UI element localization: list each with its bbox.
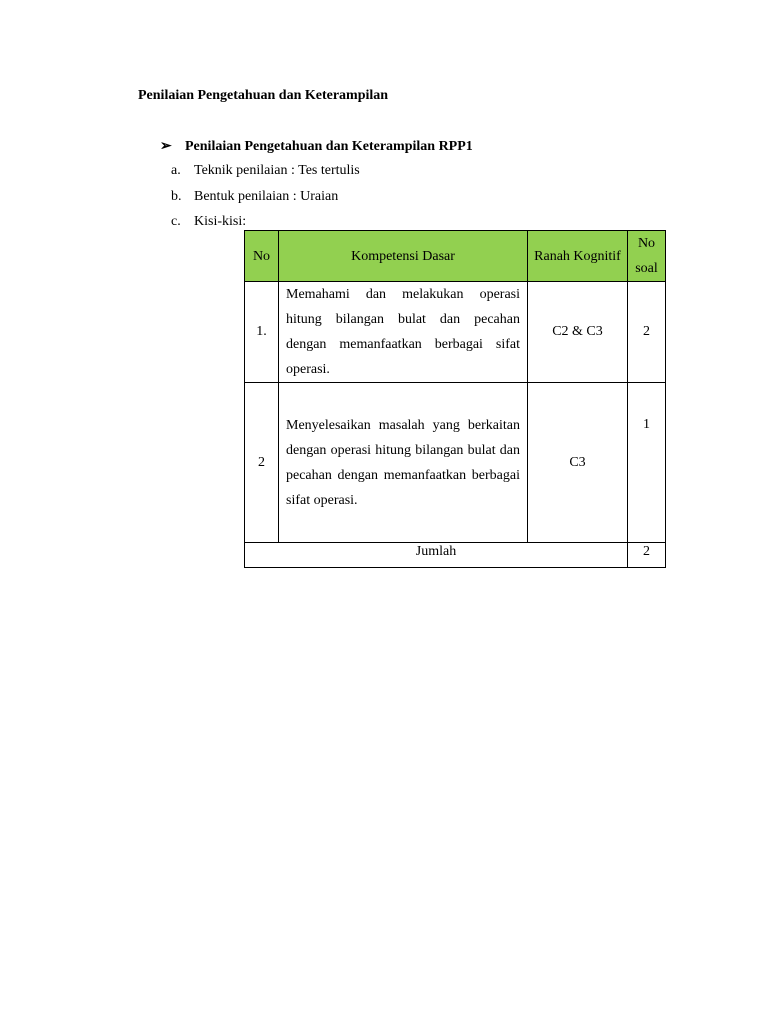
cell-total-label: Jumlah: [245, 543, 628, 568]
page-heading: Penilaian Pengetahuan dan Keterampilan: [138, 88, 389, 103]
table-row: [245, 383, 666, 543]
table-total-row: [245, 543, 666, 568]
cell-no: 1.: [245, 282, 279, 383]
list-item-text: Kisi-kisi:: [194, 214, 247, 229]
list-item: [171, 189, 338, 205]
header-ranah-kognitif: Ranah Kognitif: [528, 231, 628, 282]
cell-ranah-kognitif: C3: [528, 383, 628, 543]
table-row: [245, 282, 666, 383]
cell-no: 2: [245, 383, 279, 543]
list-item: [171, 163, 360, 179]
cell-ranah-kognitif: C2 & C3: [528, 282, 628, 383]
header-kompetensi-dasar: Kompetensi Dasar: [279, 231, 528, 282]
header-no-soal: No soal: [628, 231, 666, 282]
list-item-text: Teknik penilaian : Tes tertulis: [194, 163, 360, 178]
cell-no-soal: 1: [628, 383, 666, 543]
list-marker: b.: [171, 189, 182, 204]
table-header-row: [245, 231, 666, 282]
arrow-bullet-icon: ➢: [160, 139, 172, 154]
header-no: No: [245, 231, 279, 282]
cell-total-value: 2: [628, 543, 666, 568]
kisi-kisi-table: [244, 230, 666, 568]
cell-kompetensi-dasar: Menyelesaikan masalah yang berkaitan dengan operasi hitung bilangan bulat dan pecahan dengan memanfaatkan berbagai sifat operasi.: [279, 383, 528, 543]
list-marker: c.: [171, 214, 181, 229]
section-heading-text: Penilaian Pengetahuan dan Keterampilan RPP1: [185, 139, 473, 154]
list-marker: a.: [171, 163, 181, 178]
cell-kompetensi-dasar: Memahami dan melakukan operasi hitung bilangan bulat dan pecahan dengan memanfaatkan berbagai sifat operasi.: [279, 282, 528, 383]
cell-no-soal: 2: [628, 282, 666, 383]
section-heading: [160, 138, 473, 155]
list-item: [171, 214, 246, 230]
list-item-text: Bentuk penilaian : Uraian: [194, 189, 339, 204]
